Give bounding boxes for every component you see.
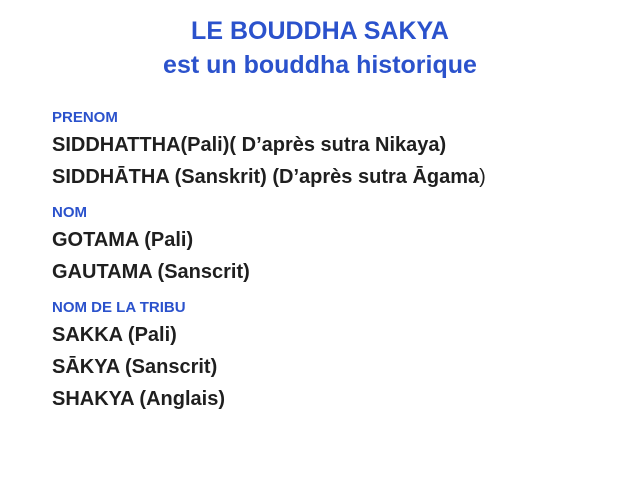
term-line [52,319,620,351]
term-line [52,129,620,161]
section-nom-de-la-tribu [52,296,620,415]
term-line [52,161,620,193]
term-text: GAUTAMA (Sanscrit) [52,261,250,283]
section-header-prenom: PRENOM [52,109,118,126]
term-text: SĀKYA (Sanscrit) [52,356,218,378]
section-nom [52,201,620,288]
slide-title-line-1: LE BOUDDHA SAKYA [191,17,449,45]
term-text: SIDDHATTHA(Pali)( D’après sutra Nikaya) [52,134,447,156]
term-text: GOTAMA (Pali) [52,229,194,251]
term-text: SAKKA (Pali) [52,324,177,346]
slide-title-line-2: est un bouddha historique [163,51,477,79]
section-header-nom-de-la-tribu: NOM DE LA TRIBU [52,299,186,316]
term-line [52,224,620,256]
term-text: SIDDHĀTHA (Sanskrit) (D’après sutra Āgama [52,166,480,188]
slide-body [52,106,620,415]
section-prenom [52,106,620,193]
slide-title [0,14,640,82]
section-header-nom: NOM [52,204,87,221]
term-tail: ) [479,166,486,188]
term-line [52,383,620,415]
term-line [52,256,620,288]
term-line [52,351,620,383]
term-text: SHAKYA (Anglais) [52,388,225,410]
